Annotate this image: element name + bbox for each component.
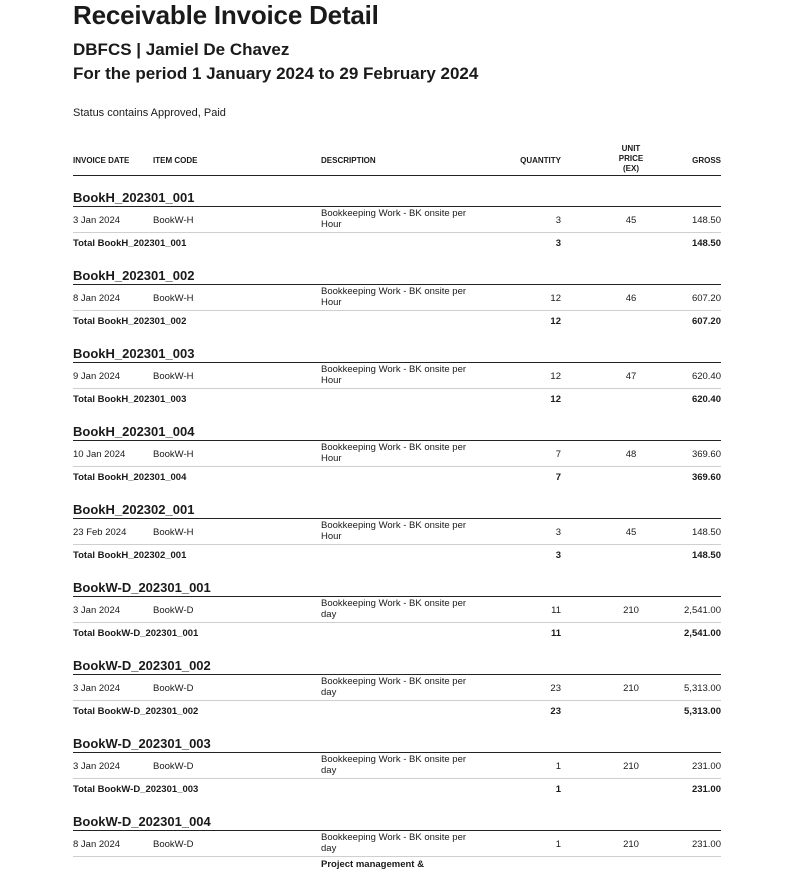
item-description-line2: Hour	[321, 219, 342, 230]
item-quantity: 12	[550, 293, 561, 304]
invoice-date: 8 Jan 2024	[73, 293, 121, 304]
invoice-group	[73, 422, 721, 488]
column-unit-price-line1: UNIT	[621, 144, 641, 153]
organisation-line: DBFCS | Jamiel De Chavez	[73, 40, 290, 59]
group-total-row	[73, 623, 721, 644]
item-description-line1: Bookkeeping Work - BK onsite per	[321, 520, 467, 531]
column-unit-price	[613, 144, 649, 174]
item-quantity: 1	[555, 761, 561, 772]
item-description	[321, 442, 491, 464]
item-code: BookW-H	[153, 215, 194, 226]
item-unit-price: 46	[625, 293, 637, 304]
item-unit-price: 210	[623, 839, 639, 850]
column-unit-price-line2: PRICE	[618, 154, 644, 163]
invoice-group	[73, 188, 721, 254]
item-code: BookW-D	[153, 761, 194, 772]
item-quantity: 3	[555, 215, 561, 226]
group-total-gross: 620.40	[691, 394, 721, 405]
item-code: BookW-D	[153, 839, 194, 850]
invoice-group	[73, 812, 721, 878]
item-description-line1: Bookkeeping Work - BK onsite per	[321, 832, 467, 843]
item-quantity: 1	[555, 839, 561, 850]
item-description-line2: Hour	[321, 297, 342, 308]
item-description-line1: Bookkeeping Work - BK onsite per	[321, 598, 467, 609]
item-description	[321, 832, 491, 854]
table-row	[73, 441, 721, 467]
item-description-line2: day	[321, 765, 337, 776]
item-description	[321, 208, 491, 230]
invoice-group	[73, 578, 721, 644]
status-filter-text: Status contains Approved, Paid	[73, 107, 226, 119]
group-total-label: Total BookW-D_202301_002	[73, 706, 199, 717]
group-total-quantity: 11	[550, 628, 561, 639]
item-code: BookW-D	[153, 683, 194, 694]
invoice-group	[73, 344, 721, 410]
invoice-date: 9 Jan 2024	[73, 371, 121, 382]
group-total-row	[73, 779, 721, 800]
group-total-row	[73, 311, 721, 332]
period-line: For the period 1 January 2024 to 29 February 2024	[73, 64, 479, 83]
item-quantity: 11	[551, 605, 561, 616]
item-quantity: 3	[555, 527, 561, 538]
item-code: BookW-H	[153, 293, 194, 304]
table-row	[73, 285, 721, 311]
item-gross: 620.40	[691, 371, 721, 382]
invoice-date: 3 Jan 2024	[73, 683, 121, 694]
invoice-group	[73, 266, 721, 332]
group-total-gross: 148.50	[691, 238, 721, 249]
invoice-date: 23 Feb 2024	[73, 527, 127, 538]
report-title: Receivable Invoice Detail	[73, 0, 379, 30]
item-description-line1: Bookkeeping Work - BK onsite per	[321, 286, 467, 297]
item-description-line2: day	[321, 609, 337, 620]
group-total-label: Total BookH_202301_001	[73, 238, 187, 249]
invoice-group-heading: BookW-D_202301_001	[73, 578, 721, 597]
group-total-quantity: 23	[550, 706, 561, 717]
group-total-quantity: 3	[555, 238, 561, 249]
table-row	[73, 363, 721, 389]
group-total-row	[73, 233, 721, 254]
item-description	[321, 754, 491, 776]
invoice-group-heading: BookH_202301_004	[73, 422, 721, 441]
group-total-label: Total BookW-D_202301_003	[73, 784, 199, 795]
table-row	[73, 207, 721, 233]
group-total-label: Total BookH_202301_002	[73, 316, 187, 327]
item-gross: 231.00	[691, 839, 721, 850]
item-description	[321, 286, 491, 308]
item-quantity: 7	[555, 449, 561, 460]
item-code: BookW-H	[153, 371, 194, 382]
invoice-group	[73, 656, 721, 722]
group-total-quantity: 12	[550, 316, 561, 327]
item-description-line2: Hour	[321, 375, 342, 386]
column-unit-price-line3: (EX)	[623, 164, 639, 173]
group-total-quantity: 1	[555, 784, 561, 795]
item-description-line2: Hour	[321, 453, 342, 464]
group-total-quantity: 12	[550, 394, 561, 405]
table-row	[73, 831, 721, 857]
group-total-label: Total BookH_202302_001	[73, 550, 187, 561]
group-total-label: Total BookH_202301_004	[73, 472, 187, 483]
group-total-gross: 369.60	[691, 472, 721, 483]
item-description-line1: Bookkeeping Work - BK onsite per	[321, 364, 467, 375]
invoice-date: 3 Jan 2024	[73, 215, 121, 226]
invoice-date: 8 Jan 2024	[73, 839, 121, 850]
invoice-group	[73, 500, 721, 566]
item-gross: 5,313.00	[684, 683, 721, 694]
item-unit-price: 210	[623, 761, 639, 772]
group-total-gross: 607.20	[691, 316, 721, 327]
item-gross: 231.00	[691, 761, 721, 772]
invoice-date: 3 Jan 2024	[73, 605, 121, 616]
item-description	[321, 598, 491, 620]
item-unit-price: 48	[625, 449, 637, 460]
invoice-group-heading: BookW-D_202301_004	[73, 812, 721, 831]
item-code: BookW-H	[153, 449, 194, 460]
column-quantity: QUANTITY	[520, 156, 561, 165]
group-total-quantity: 3	[555, 550, 561, 561]
group-total-label: Total BookW-D_202301_001	[73, 628, 199, 639]
invoice-date: 10 Jan 2024	[73, 449, 126, 460]
item-description-line1: Bookkeeping Work - BK onsite per	[321, 208, 467, 219]
invoice-group-heading: BookH_202301_002	[73, 266, 721, 285]
table-row	[73, 753, 721, 779]
group-total-row	[73, 389, 721, 410]
item-description-line2: day	[321, 843, 337, 854]
cutoff-description: Project management &	[321, 859, 424, 870]
item-quantity: 12	[550, 371, 561, 382]
item-gross: 2,541.00	[684, 605, 721, 616]
cutoff-row	[73, 857, 721, 878]
column-description: DESCRIPTION	[321, 156, 376, 165]
item-code: BookW-D	[153, 605, 194, 616]
report-page	[73, 0, 721, 878]
group-total-gross: 148.50	[691, 550, 721, 561]
group-total-row	[73, 467, 721, 488]
invoice-group-heading: BookW-D_202301_003	[73, 734, 721, 753]
group-total-gross: 5,313.00	[684, 706, 721, 717]
table-header	[73, 139, 721, 176]
item-gross: 369.60	[691, 449, 721, 460]
item-gross: 148.50	[691, 527, 721, 538]
invoice-group-heading: BookW-D_202301_002	[73, 656, 721, 675]
table-row	[73, 597, 721, 623]
item-description-line1: Bookkeeping Work - BK onsite per	[321, 442, 467, 453]
group-total-gross: 2,541.00	[684, 628, 721, 639]
column-item-code: ITEM CODE	[153, 156, 198, 165]
invoice-groups	[73, 188, 721, 878]
invoice-group-heading: BookH_202301_003	[73, 344, 721, 363]
item-description	[321, 520, 491, 542]
invoice-group	[73, 734, 721, 800]
item-unit-price: 210	[623, 683, 639, 694]
group-total-row	[73, 545, 721, 566]
invoice-group-heading: BookH_202302_001	[73, 500, 721, 519]
invoice-date: 3 Jan 2024	[73, 761, 121, 772]
item-unit-price: 47	[625, 371, 637, 382]
column-gross: GROSS	[692, 156, 721, 165]
group-total-gross: 231.00	[691, 784, 721, 795]
invoice-group-heading: BookH_202301_001	[73, 188, 721, 207]
item-description	[321, 364, 491, 386]
item-gross: 607.20	[691, 293, 721, 304]
table-row	[73, 519, 721, 545]
table-row	[73, 675, 721, 701]
item-description	[321, 676, 491, 698]
item-description-line1: Bookkeeping Work - BK onsite per	[321, 754, 467, 765]
item-quantity: 23	[550, 683, 561, 694]
item-unit-price: 45	[625, 527, 637, 538]
column-invoice-date: INVOICE DATE	[73, 156, 130, 165]
group-total-row	[73, 701, 721, 722]
group-total-label: Total BookH_202301_003	[73, 394, 187, 405]
group-total-quantity: 7	[555, 472, 561, 483]
item-code: BookW-H	[153, 527, 194, 538]
item-unit-price: 45	[625, 215, 637, 226]
item-gross: 148.50	[691, 215, 721, 226]
item-description-line1: Bookkeeping Work - BK onsite per	[321, 676, 467, 687]
item-description-line2: Hour	[321, 531, 342, 542]
item-unit-price: 210	[623, 605, 639, 616]
item-description-line2: day	[321, 687, 337, 698]
